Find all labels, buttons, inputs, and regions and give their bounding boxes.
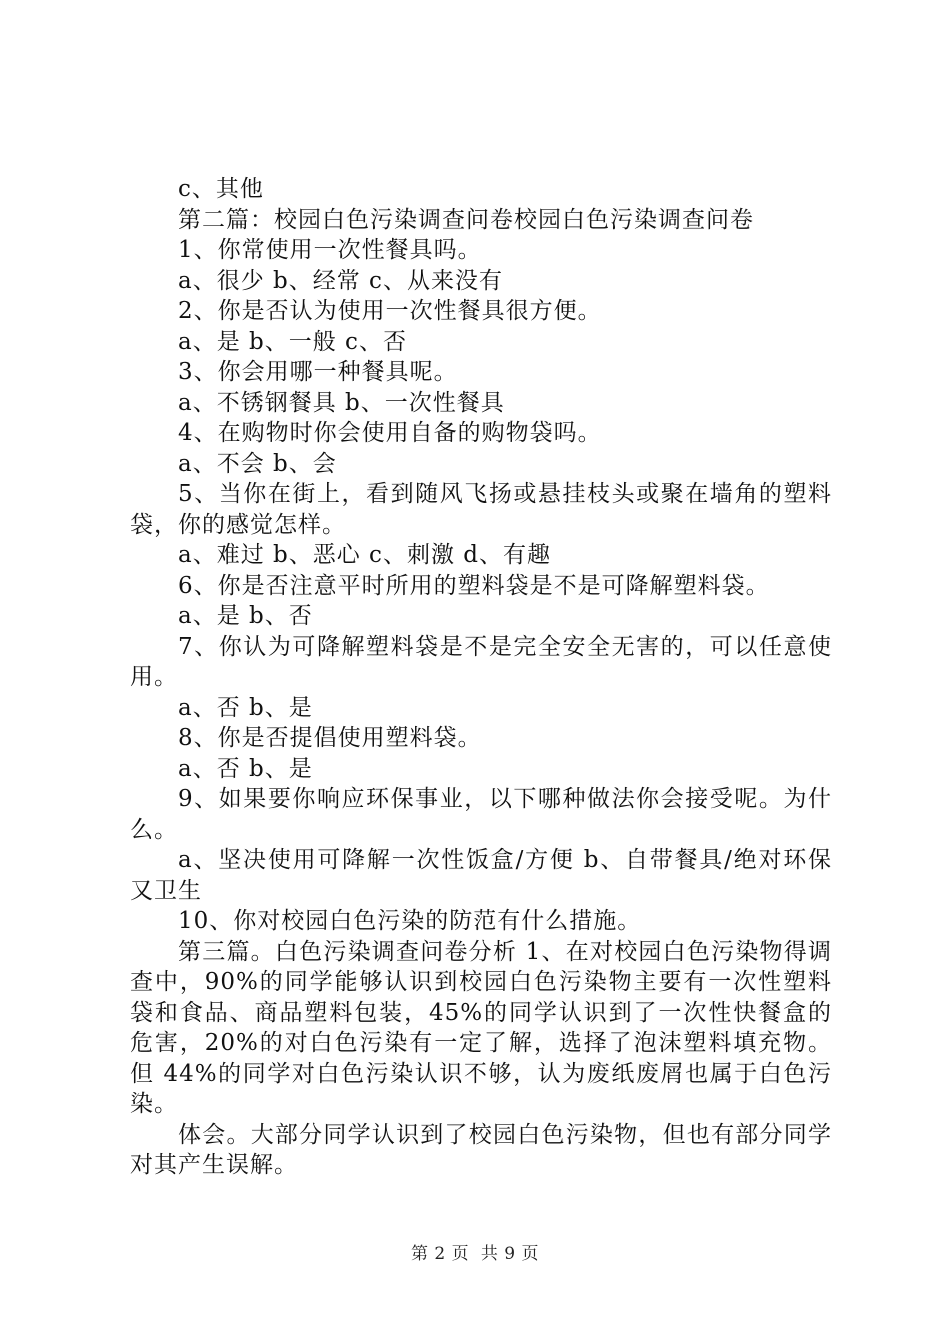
answer-options-4: a、不会 b、会 <box>178 450 337 477</box>
page-footer <box>0 1243 950 1265</box>
question-9: 9、如果要你响应环保事业，以下哪种做法你会接受呢。为什么。 <box>130 786 832 843</box>
section-three-analysis: 第三篇。白色污染调查问卷分析 1、在对校园白色污染物得调查中，90%的同学能够认识到校园白色污染物主要有一次性塑料袋和食品、商品塑料包装，45%的同学认识到了一次性快餐盒的危害，20%的对白色污染有一定了解，选择了泡沫塑料填充物。但 44%的同学对白色污染认识不够，认为废纸废屑也属于白色污染。 <box>130 938 832 1117</box>
question-5: 5、当你在街上，看到随风飞扬或悬挂枝头或聚在墙角的塑料袋，你的感觉怎样。 <box>130 481 832 538</box>
question-2: 2、你是否认为使用一次性餐具很方便。 <box>178 298 602 324</box>
question-4: 4、在购物时你会使用自备的购物袋吗。 <box>178 420 602 446</box>
answer-options-5: a、难过 b、恶心 c、刺激 d、有趣 <box>178 542 551 568</box>
page-number-label: 第 2 页 共 9 页 <box>410 1244 540 1264</box>
answer-options-2: a、是 b、一般 c、否 <box>178 328 407 355</box>
question-8: 8、你是否提倡使用塑料袋。 <box>178 725 482 751</box>
section-three-conclusion: 体会。大部分同学认识到了校园白色污染物，但也有部分同学对其产生误解。 <box>130 1121 832 1178</box>
question-1: 1、你常使用一次性餐具吗。 <box>178 237 482 263</box>
paragraph-other-option: c、其他 <box>178 176 264 202</box>
answer-options-1: a、很少 b、经常 c、从来没有 <box>178 267 503 294</box>
document-body <box>130 174 832 1181</box>
answer-options-3: a、不锈钢餐具 b、一次性餐具 <box>178 389 505 416</box>
question-6: 6、你是否注意平时所用的塑料袋是不是可降解塑料袋。 <box>178 572 770 599</box>
question-10: 10、你对校园白色污染的防范有什么措施。 <box>178 908 642 934</box>
answer-options-7: a、否 b、是 <box>178 694 313 721</box>
section-two-title: 第二篇：校园白色污染调查问卷校园白色污染调查问卷 <box>178 206 754 233</box>
answer-options-9: a、坚决使用可降解一次性饭盒/方便 b、自带餐具/绝对环保又卫生 <box>130 847 832 904</box>
answer-options-6: a、是 b、否 <box>178 603 313 629</box>
answer-options-8: a、否 b、是 <box>178 755 313 782</box>
question-7: 7、你认为可降解塑料袋是不是完全安全无害的，可以任意使用。 <box>130 633 832 690</box>
question-3: 3、你会用哪一种餐具呢。 <box>178 359 458 385</box>
